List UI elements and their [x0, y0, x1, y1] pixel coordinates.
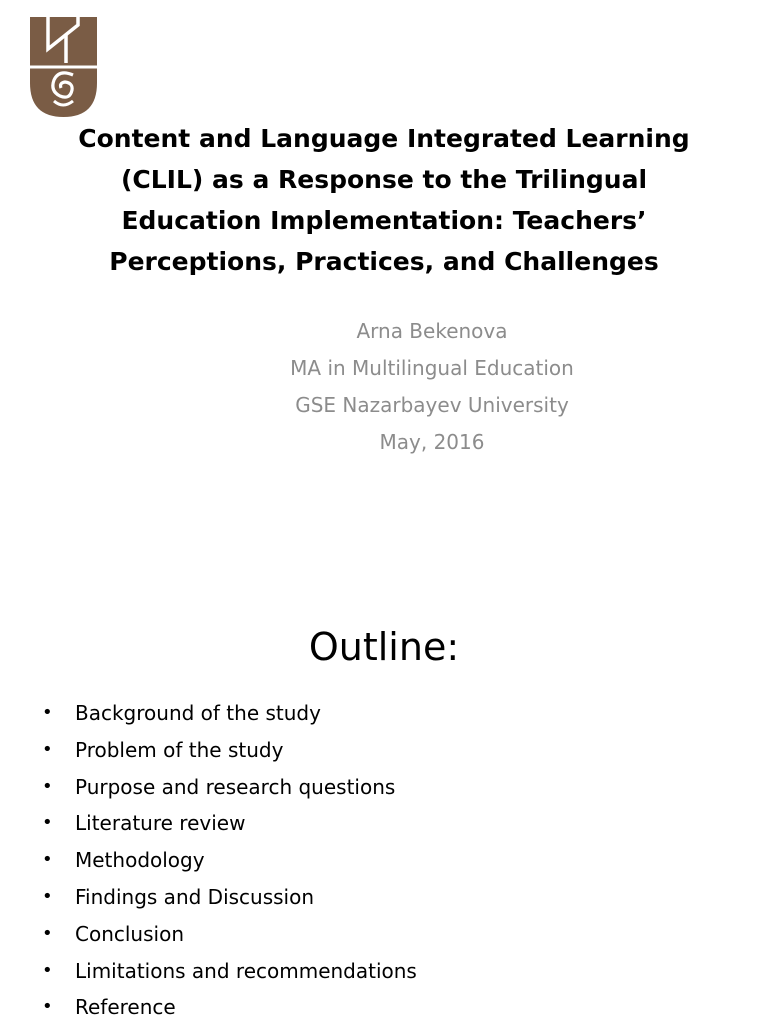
- list-item-text: Methodology: [75, 848, 205, 873]
- list-item: [42, 695, 417, 732]
- bullet-icon: •: [42, 812, 53, 834]
- bullet-icon: •: [42, 849, 53, 871]
- bullet-icon: •: [42, 885, 53, 907]
- bullet-icon: •: [42, 959, 53, 981]
- title-line: Education Implementation: Teachers’: [121, 206, 647, 235]
- bullet-icon: •: [42, 738, 53, 760]
- university-emblem-icon: [30, 17, 97, 117]
- list-item: [42, 732, 417, 769]
- title-line: (CLIL) as a Response to the Trilingual: [120, 165, 648, 194]
- bullet-icon: •: [42, 922, 53, 944]
- list-item: [42, 916, 417, 953]
- presentation-subtitle: [150, 313, 714, 461]
- list-item-text: Reference: [75, 995, 176, 1020]
- list-item-text: Conclusion: [75, 921, 184, 946]
- title-line: Content and Language Integrated Learning: [78, 124, 690, 153]
- list-item: [42, 879, 417, 916]
- list-item: [42, 805, 417, 842]
- author-name: Arna Bekenova: [356, 319, 508, 343]
- list-item: [42, 953, 417, 990]
- list-item: [42, 989, 417, 1024]
- list-item: [42, 842, 417, 879]
- degree-program: MA in Multilingual Education: [290, 356, 574, 380]
- list-item-text: Literature review: [75, 811, 246, 836]
- outline-list: [42, 695, 417, 1024]
- presentation-date: May, 2016: [379, 430, 485, 454]
- bullet-icon: •: [42, 775, 53, 797]
- institution-name: GSE Nazarbayev University: [295, 393, 569, 417]
- list-item-text: Findings and Discussion: [75, 884, 315, 909]
- list-item-text: Problem of the study: [75, 737, 284, 762]
- bullet-icon: •: [42, 996, 53, 1018]
- list-item-text: Background of the study: [75, 701, 321, 725]
- title-line: Perceptions, Practices, and Challenges: [109, 247, 659, 276]
- list-item-text: Limitations and recommendations: [75, 958, 417, 983]
- bullet-icon: •: [42, 702, 53, 723]
- outline-heading: Outline:: [308, 625, 460, 669]
- presentation-title: [60, 118, 708, 282]
- list-item: [42, 769, 417, 806]
- list-item-text: Purpose and research questions: [75, 774, 396, 799]
